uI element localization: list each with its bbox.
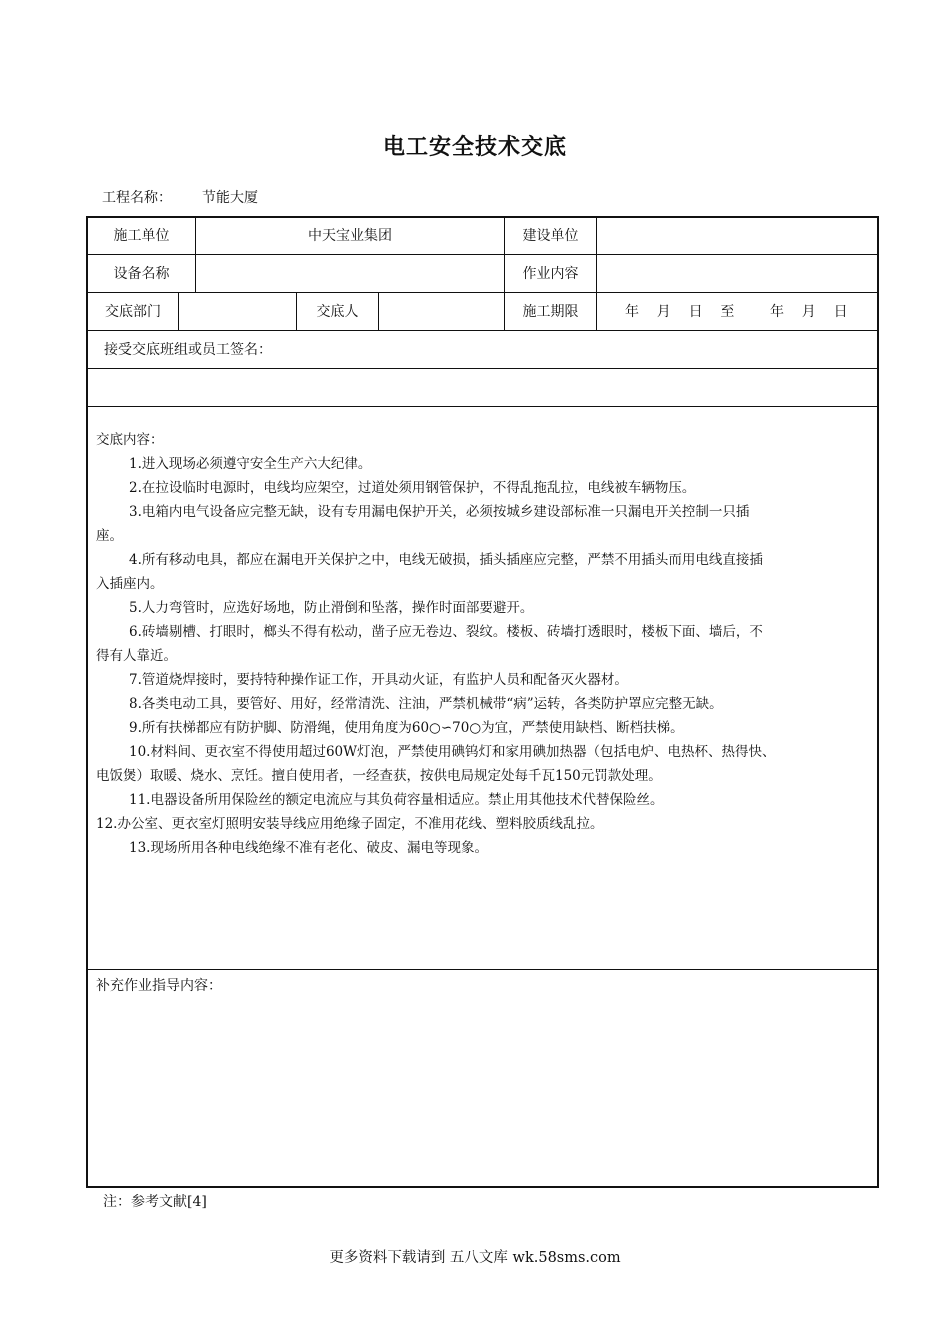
project-name-row: [102, 187, 258, 207]
content-item: 9.所有扶梯都应有防护脚、防滑绳，使用角度为60○∽70○为宜，严禁使用缺档、断档扶梯。: [129, 720, 684, 736]
footer-text: 更多资料下载请到 五八文库 wk.58sms.com: [329, 1250, 621, 1266]
build-unit-label: 建设单位: [522, 228, 579, 244]
construction-period-value: 年 月 日 至 年 月 日: [625, 304, 848, 320]
content-item: 4.所有移动电具，都应在漏电开关保护之中，电线无破损，插头插座应完整，严禁不用插头而用电线直接插入插座内。: [96, 552, 763, 592]
signature-label: 接受交底班组或员工签名：: [104, 342, 272, 358]
column-divider: [596, 218, 597, 330]
content-item: 11.电器设备所用保险丝的额定电流应与其负荷容量相适应。禁止用其他技术代替保险丝。: [129, 792, 664, 808]
content-item: 3.电箱内电气设备应完整无缺，设有专用漏电保护开关，必须按城乡建设部标准一只漏电开关控制一只插座。: [96, 504, 750, 544]
content-item: 1.进入现场必须遵守安全生产六大纪律。: [129, 456, 372, 472]
content-item: 6.砖墙剔槽、打眼时，榔头不得有松动，凿子应无卷边、裂纹。楼板、砖墙打透眼时，楼板下面、墙后，不得有人靠近。: [96, 624, 763, 664]
project-name-value: 节能大厦: [202, 190, 258, 206]
row-divider: [88, 969, 877, 970]
work-content-label: 作业内容: [522, 266, 579, 282]
discloser-value: [382, 293, 500, 331]
column-divider: [378, 292, 379, 330]
discloser-label: 交底人: [316, 304, 359, 320]
content-item: 5.人力弯管时，应选好场地，防止滑倒和坠落，操作时面部要避开。: [129, 600, 534, 616]
supplement-label: 补充作业指导内容：: [96, 978, 222, 994]
reference-note: 注：参考文献[4]: [103, 1194, 207, 1210]
project-name-label: 工程名称：: [102, 190, 172, 206]
equipment-name-label: 设备名称: [113, 266, 170, 282]
content-item: 12.办公室、更衣室灯照明安装导线应用绝缘子固定，不准用花线、塑料胶质线乱拉。: [96, 816, 604, 832]
column-divider: [178, 292, 179, 330]
disclosure-dept-label: 交底部门: [105, 304, 161, 320]
row-divider: [88, 406, 877, 407]
disclosure-dept-value: [182, 293, 292, 331]
work-content-value: [600, 255, 870, 293]
content-heading: 交底内容：: [96, 432, 164, 448]
page-title: 电工安全技术交底: [382, 135, 567, 160]
construction-unit-label: 施工单位: [113, 228, 170, 244]
content-item: 2.在拉设临时电源时，电线均应架空，过道处须用钢管保护，不得乱拖乱拉，电线被车辆物压。: [129, 480, 696, 496]
content-item: 13.现场所用各种电线绝缘不准有老化、破皮、漏电等现象。: [129, 840, 488, 856]
content-item: 8.各类电动工具，要管好、用好，经常清洗、注油，严禁机械带“病”运转，各类防护罩应完整无缺。: [129, 696, 723, 712]
build-unit-value: [600, 217, 870, 255]
content-item: 7.管道烧焊接时，要持特种操作证工作，开具动火证，有监护人员和配备灭火器材。: [129, 672, 628, 688]
equipment-name-value: [200, 255, 500, 293]
content-item: 10.材料间、更衣室不得使用超过60W灯泡，严禁使用碘钨灯和家用碘加热器（包括电炉、电热杯、热得快、电饭煲）取暖、烧水、烹饪。擅自使用者，一经查获，按供电局规定处每千瓦150元罚款处理。: [96, 744, 776, 784]
disclosure-content: [96, 428, 776, 860]
construction-period-label: 施工期限: [522, 304, 579, 320]
construction-unit-value: 中天宝业集团: [308, 228, 392, 244]
